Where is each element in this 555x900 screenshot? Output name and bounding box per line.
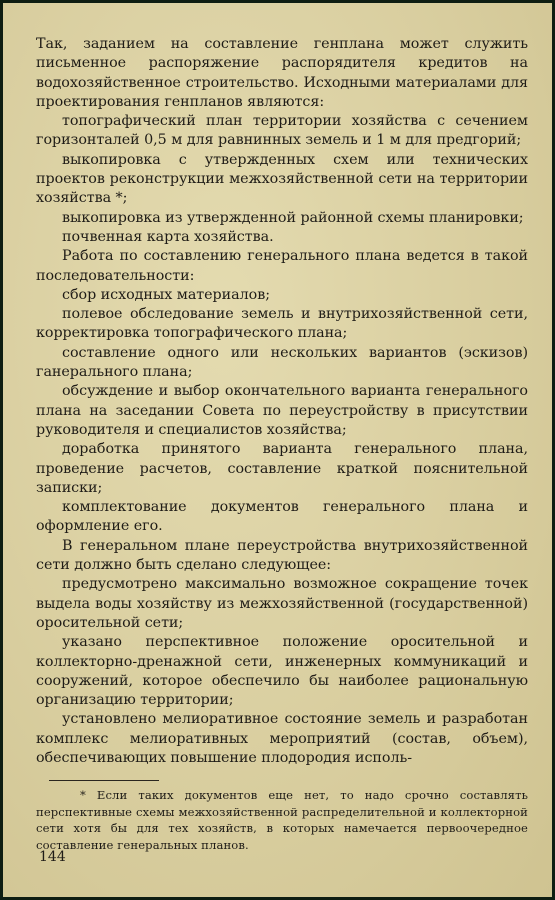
paragraph: установлено мелиоративное состояние земель и разработан комплекс мелиоративных мероприятий (состав, объем), обеспечивающих повышение плодородия исполь-: [36, 711, 528, 766]
paragraph: выкопировка с утвержденных схем или технических проектов реконструкции межхозяйственной сети на территории хозяйства *;: [36, 151, 528, 207]
paragraph: доработка принятого варианта генерального плана, проведение расчетов, составление краткой пояснительной записки;: [36, 441, 528, 496]
footnote: * Если таких документов еще нет, то надо срочно составлять перспективные схемы межхозяйственной распределительной и коллекторной сети хотя бы для тех хозяйств, в которых намечается первоочередное составление генеральных планов.: [36, 788, 528, 852]
paragraph: почвенная карта хозяйства.: [62, 228, 274, 245]
paragraph: полевое обследование земель и внутрихозяйственной сети, корректировка топографического плана;: [36, 306, 528, 342]
paragraph: составление одного или нескольких вариантов (эскизов) ганерального плана;: [36, 344, 528, 381]
paragraph: выкопировка из утвержденной районной схемы планировки;: [62, 209, 524, 226]
footnote-separator: [49, 780, 159, 781]
book-page: [3, 3, 552, 897]
page-number: 144: [39, 849, 66, 865]
paragraph: сбор исходных материалов;: [62, 286, 270, 303]
paragraph: обсуждение и выбор окончательного варианта генерального плана на заседании Совета по переустройству в присутствии руководителя и специалистов хозяйства;: [36, 383, 528, 438]
paragraph: топографический план территории хозяйства с сечением горизонталей 0,5 м для равнинных земель и 1 м для предгорий;: [36, 113, 528, 149]
body-text: [36, 35, 528, 853]
paragraph: В генеральном плане переустройства внутрихозяйственной сети должно быть сделано следующее:: [36, 537, 528, 574]
paragraph: Так, заданием на составление генплана может служить письменное распоряжение распорядителя кредитов на водохозяйственное строительство. Исходными материалами для проектирования генпланов являются:: [36, 36, 528, 110]
paragraph: Работа по составлению генерального плана ведется в такой последовательности:: [36, 248, 528, 284]
paragraph: указано перспективное положение оросительной и коллекторно-дренажной сети, инженерных коммуникаций и сооружений, которое обеспечило бы наиболее рациональную организацию территории;: [36, 634, 528, 709]
paragraph: предусмотрено максимально возможное сокращение точек выдела воды хозяйству из межхозяйственной (государственной) оросительной сети;: [36, 576, 528, 631]
paragraph: комплектование документов генерального плана и оформление его.: [36, 499, 528, 535]
